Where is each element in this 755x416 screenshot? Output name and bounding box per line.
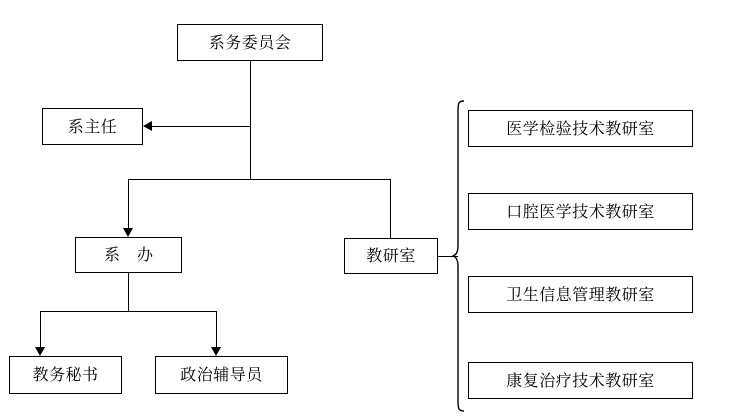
node-committee-label: 系务委员会 bbox=[208, 32, 292, 52]
node-dept-dental[interactable] bbox=[468, 193, 693, 230]
connector-office-to-counselor bbox=[216, 311, 217, 347]
connector-bus-to-office bbox=[128, 179, 129, 228]
node-dept-rehab-label: 康复治疗技术教研室 bbox=[506, 370, 655, 390]
node-committee[interactable] bbox=[177, 24, 323, 61]
arrow-to-counselor bbox=[211, 347, 221, 356]
node-dept-medical-lab[interactable] bbox=[468, 110, 693, 147]
node-director-label: 系主任 bbox=[67, 116, 118, 136]
connector-committee-to-director bbox=[152, 126, 250, 127]
node-dept-dental-label: 口腔医学技术教研室 bbox=[506, 201, 655, 221]
node-teaching-dept[interactable] bbox=[344, 238, 438, 274]
connector-bus-office-teaching bbox=[128, 179, 390, 180]
arrow-to-office bbox=[123, 228, 133, 237]
arrow-to-director bbox=[143, 121, 152, 131]
node-dept-health-info[interactable] bbox=[468, 276, 693, 313]
node-dept-health-info-label: 卫生信息管理教研室 bbox=[506, 284, 655, 304]
connector-committee-trunk bbox=[250, 60, 251, 179]
node-dept-medical-lab-label: 医学检验技术教研室 bbox=[506, 118, 655, 138]
node-secretary-label: 教务秘书 bbox=[32, 365, 99, 384]
department-group-brace bbox=[452, 100, 466, 412]
node-counselor[interactable] bbox=[155, 356, 288, 394]
node-office-label: 系 办 bbox=[103, 245, 160, 264]
node-dept-rehab[interactable] bbox=[468, 362, 693, 399]
connector-bus-to-teaching bbox=[390, 179, 391, 238]
node-office[interactable] bbox=[75, 237, 182, 273]
arrow-to-secretary bbox=[35, 347, 45, 356]
connector-office-to-secretary bbox=[40, 311, 41, 347]
connector-office-stem bbox=[128, 272, 129, 311]
node-secretary[interactable] bbox=[9, 356, 122, 394]
node-teaching-dept-label: 教研室 bbox=[366, 246, 416, 265]
node-director[interactable] bbox=[42, 108, 143, 145]
node-counselor-label: 政治辅导员 bbox=[180, 365, 263, 384]
connector-office-bus bbox=[40, 311, 216, 312]
